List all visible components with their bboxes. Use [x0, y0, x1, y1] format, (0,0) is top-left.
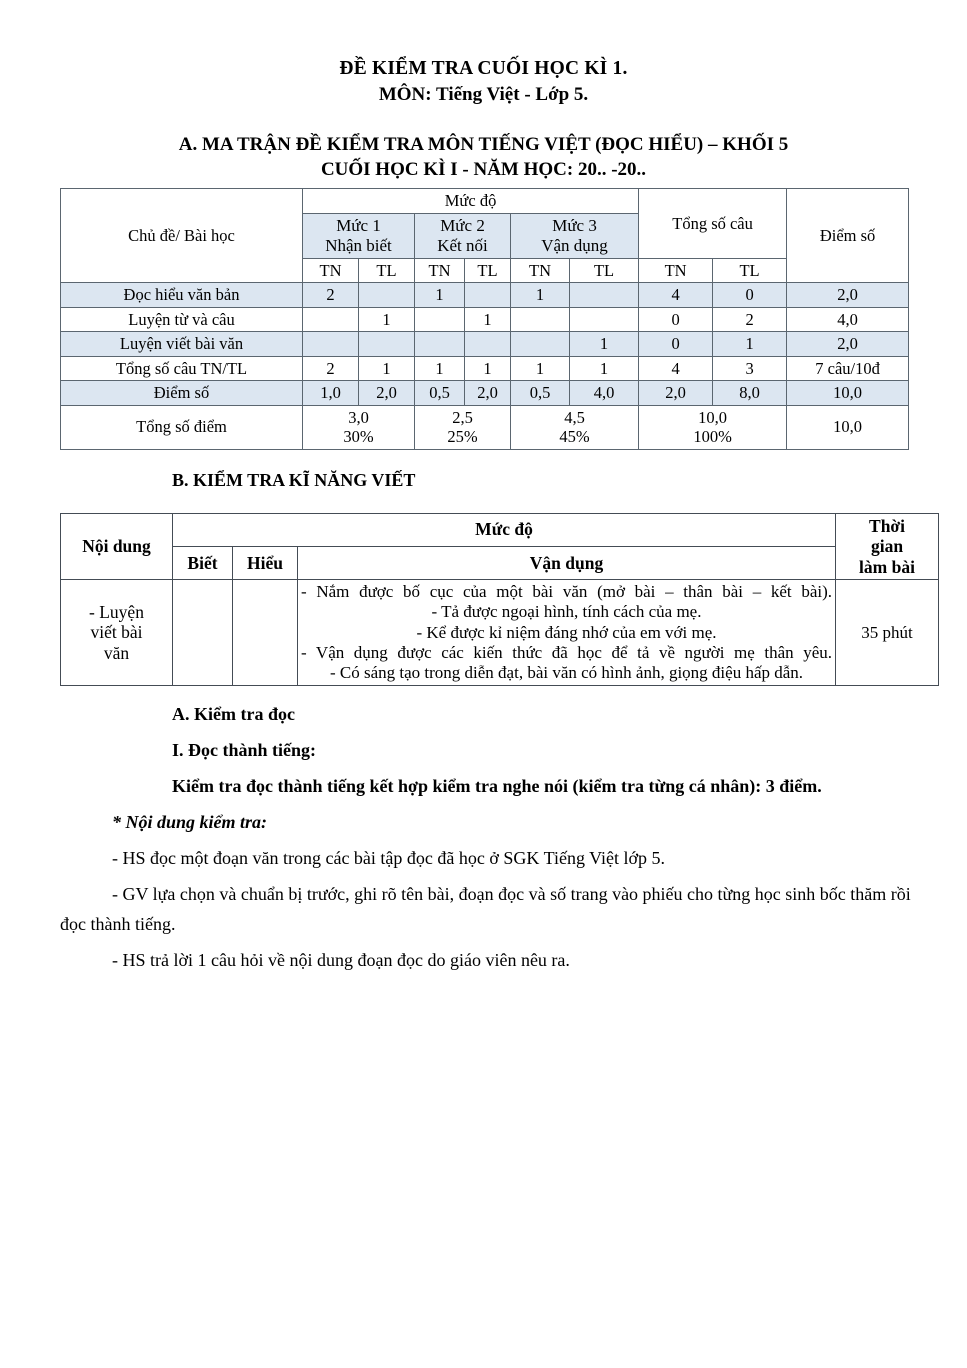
matrix-header-m3-tn: TN: [511, 258, 570, 282]
writing-van-dung-item-4: - Có sáng tạo trong diễn đạt, bài văn có hình ảnh, giọng điệu hấp dẫn.: [329, 662, 804, 682]
section-b-heading: B. KIỂM TRA KĨ NĂNG VIẾT: [172, 469, 416, 490]
section-a-heading-line-1: A. MA TRẬN ĐỀ KIỂM TRA MÔN TIẾNG VIỆT (ĐỌC HIỂU) – KHỐI 5: [178, 133, 789, 155]
matrix-level-1-name: Mức 1: [336, 215, 381, 235]
matrix-header-muc-do: Mức độ: [303, 189, 639, 213]
matrix-score-m3tl: 4,0: [570, 381, 639, 405]
matrix-row-1-m2tn: [415, 307, 465, 331]
matrix-header-tong-so-cau: Tổng số câu: [639, 189, 787, 259]
matrix-header-subject: Chủ đề/ Bài học: [61, 189, 303, 283]
matrix-row-1-m1tn: [303, 307, 359, 331]
writing-header-noi-dung: Nội dung: [61, 513, 173, 580]
matrix-row-1-tl: 2: [713, 307, 787, 331]
writing-header-muc-do: Mức độ: [173, 513, 836, 546]
matrix-total-questions-label: Tổng số câu TN/TL: [61, 356, 303, 380]
matrix-total-score-m2-value: 2,5: [452, 407, 473, 427]
writing-row-noi-dung-l3: văn: [103, 642, 130, 663]
matrix-row-0-m3tl: [570, 283, 639, 307]
reading-intro: Kiểm tra đọc thành tiếng kết hợp kiểm tra nghe nói (kiểm tra từng cá nhân): 3 điểm.: [172, 775, 822, 796]
matrix-header-m1-tn: TN: [303, 258, 359, 282]
document-title-block: [0, 0, 967, 107]
matrix-row-0-tn: 4: [639, 283, 713, 307]
matrix-score-m1tl: 2,0: [359, 381, 415, 405]
matrix-header-m2-tn: TN: [415, 258, 465, 282]
matrix-row-2-diem: 2,0: [787, 332, 909, 356]
matrix-header-m2-tl: TL: [465, 258, 511, 282]
writing-header-van-dung: Vận dụng: [298, 546, 836, 579]
writing-van-dung-item-2: - Kể được kỉ niệm đáng nhớ của em với mẹ.: [416, 622, 717, 642]
writing-van-dung-item-0: - Nắm được bố cục của một bài văn (mở bài – thân bài – kết bài).: [301, 582, 833, 602]
matrix-total-score-m1-percent: 30%: [343, 427, 374, 447]
matrix-row-0-tl: 0: [713, 283, 787, 307]
matrix-header-level-2: [415, 213, 511, 258]
matrix-score-tn: 2,0: [639, 381, 713, 405]
document-title-line-1: ĐỀ KIỂM TRA CUỐI HỌC KÌ 1.: [339, 58, 628, 79]
writing-row-van-dung: [298, 580, 836, 685]
matrix-row-2-m1tl: [359, 332, 415, 356]
matrix-total-score-m2: [415, 405, 511, 449]
matrix-total-score-m3: [511, 405, 639, 449]
matrix-row-0-m1tn: 2: [303, 283, 359, 307]
matrix-total-questions-m1tl: 1: [359, 356, 415, 380]
table-row: [61, 580, 939, 685]
matrix-header-m1-tl: TL: [359, 258, 415, 282]
matrix-score-label: Điểm số: [61, 381, 303, 405]
matrix-header-diem-so: Điểm số: [787, 189, 909, 283]
matrix-header-level-3: [511, 213, 639, 258]
matrix-score-m1tn: 1,0: [303, 381, 359, 405]
matrix-row-1-diem: 4,0: [787, 307, 909, 331]
matrix-score-tl: 8,0: [713, 381, 787, 405]
matrix-level-2-name: Mức 2: [440, 215, 485, 235]
section-a-heading-line-2: CUỐI HỌC KÌ I - NĂM HỌC: 20.. -20..: [320, 158, 647, 180]
matrix-row-0-diem: 2,0: [787, 283, 909, 307]
writing-row-biet: [173, 580, 233, 685]
matrix-header-row-1: [61, 189, 909, 213]
matrix-score-m3tn: 0,5: [511, 381, 570, 405]
matrix-total-score-total-percent: 100%: [693, 427, 732, 447]
matrix-row-2-m1tn: [303, 332, 359, 356]
matrix-total-score-m1: [303, 405, 415, 449]
matrix-row-2-tl: 1: [713, 332, 787, 356]
matrix-row-1-m3tl: [570, 307, 639, 331]
matrix-total-score-diem: 10,0: [787, 405, 909, 449]
matrix-total-questions-m2tn: 1: [415, 356, 465, 380]
writing-header-hieu: Hiểu: [233, 546, 298, 579]
matrix-row-2-m2tn: [415, 332, 465, 356]
matrix-total-score-total-value: 10,0: [698, 407, 727, 427]
table-row: [61, 332, 909, 356]
matrix-row-0-subject: Đọc hiểu văn bản: [61, 283, 303, 307]
matrix-score-diem: 10,0: [787, 381, 909, 405]
matrix-level-2-desc: Kết nối: [437, 235, 488, 255]
reading-section: [0, 700, 967, 975]
writing-row-noi-dung: [61, 580, 173, 685]
matrix-score-m2tn: 0,5: [415, 381, 465, 405]
matrix-total-questions-m3tl: 1: [570, 356, 639, 380]
matrix-level-3-name: Mức 3: [552, 215, 597, 235]
matrix-header-m3-tl: TL: [570, 258, 639, 282]
matrix-header-total-tn: TN: [639, 258, 713, 282]
writing-row-noi-dung-l2: viết bài: [90, 622, 143, 643]
writing-van-dung-item-1: - Tả được ngoại hình, tính cách của mẹ.: [431, 602, 702, 622]
matrix-total-score-m3-percent: 45%: [559, 427, 590, 447]
matrix-row-1-tn: 0: [639, 307, 713, 331]
matrix-level-1-desc: Nhận biết: [325, 235, 392, 255]
matrix-row-1-subject: Luyện từ và câu: [61, 307, 303, 331]
matrix-total-score-row: [61, 405, 909, 449]
writing-van-dung-item-3: - Vận dụng được các kiến thức đã học để tả về người mẹ thân yêu.: [301, 642, 833, 662]
matrix-row-0-m1tl: [359, 283, 415, 307]
reading-item-1: - GV lựa chọn và chuẩn bị trước, ghi rõ tên bài, đoạn đọc và số trang vào phiếu cho từng học sinh bốc thăm rồi đọc thành tiếng.: [60, 884, 911, 934]
matrix-header-level-1: [303, 213, 415, 258]
matrix-total-questions-row: [61, 356, 909, 380]
matrix-total-questions-diem: 7 câu/10đ: [787, 356, 909, 380]
matrix-row-0-m2tl: [465, 283, 511, 307]
matrix-total-questions-m3tn: 1: [511, 356, 570, 380]
writing-table: [60, 513, 939, 686]
matrix-row-1-m3tn: [511, 307, 570, 331]
matrix-row-0-m3tn: 1: [511, 283, 570, 307]
writing-header-thoi-gian: [836, 513, 939, 580]
matrix-row-1-m2tl: 1: [465, 307, 511, 331]
matrix-row-2-m3tn: [511, 332, 570, 356]
matrix-total-score-m1-value: 3,0: [348, 407, 369, 427]
matrix-row-1-m1tl: 1: [359, 307, 415, 331]
writing-row-thoi-gian: 35 phút: [836, 580, 939, 685]
reading-item-2: - HS trả lời 1 câu hỏi về nội dung đoạn đọc do giáo viên nêu ra.: [112, 949, 570, 970]
matrix-header-total-tl: TL: [713, 258, 787, 282]
matrix-row-2-subject: Luyện viết bài văn: [61, 332, 303, 356]
section-a-heading: [0, 133, 967, 182]
matrix-table: [60, 188, 909, 449]
document-title-line-2: MÔN: Tiếng Việt - Lớp 5.: [378, 83, 589, 105]
writing-row-hieu: [233, 580, 298, 685]
matrix-row-2-m2tl: [465, 332, 511, 356]
matrix-row-0-m2tn: 1: [415, 283, 465, 307]
table-row: [61, 307, 909, 331]
matrix-total-questions-tl: 3: [713, 356, 787, 380]
matrix-total-score-label: Tổng số điểm: [61, 405, 303, 449]
reading-content-label: * Nội dung kiểm tra:: [112, 812, 268, 833]
matrix-level-3-desc: Vận dụng: [541, 235, 608, 255]
reading-heading-a: A. Kiểm tra đọc: [172, 703, 295, 724]
writing-header-row-2: [61, 546, 939, 579]
matrix-total-questions-tn: 4: [639, 356, 713, 380]
matrix-total-score-m2-percent: 25%: [447, 427, 478, 447]
matrix-score-row: [61, 381, 909, 405]
writing-table-wrapper: [0, 513, 967, 686]
matrix-table-wrapper: [0, 188, 967, 449]
matrix-total-questions-m1tn: 2: [303, 356, 359, 380]
writing-header-thoi-gian-l1: Thời: [869, 515, 905, 536]
matrix-total-questions-m2tl: 1: [465, 356, 511, 380]
matrix-total-score-total: [639, 405, 787, 449]
matrix-score-m2tl: 2,0: [465, 381, 511, 405]
reading-item-0: - HS đọc một đoạn văn trong các bài tập đọc đã học ở SGK Tiếng Việt lớp 5.: [112, 848, 666, 869]
table-row: [61, 283, 909, 307]
matrix-total-score-m3-value: 4,5: [564, 407, 585, 427]
writing-header-biet: Biết: [173, 546, 233, 579]
writing-header-thoi-gian-l3: làm bài: [859, 556, 915, 577]
matrix-row-2-tn: 0: [639, 332, 713, 356]
matrix-row-2-m3tl: 1: [570, 332, 639, 356]
writing-header-row-1: [61, 513, 939, 546]
writing-header-thoi-gian-l2: gian: [870, 536, 904, 557]
writing-row-noi-dung-l1: - Luyện: [89, 601, 144, 622]
reading-heading-i: I. Đọc thành tiếng:: [172, 739, 317, 760]
